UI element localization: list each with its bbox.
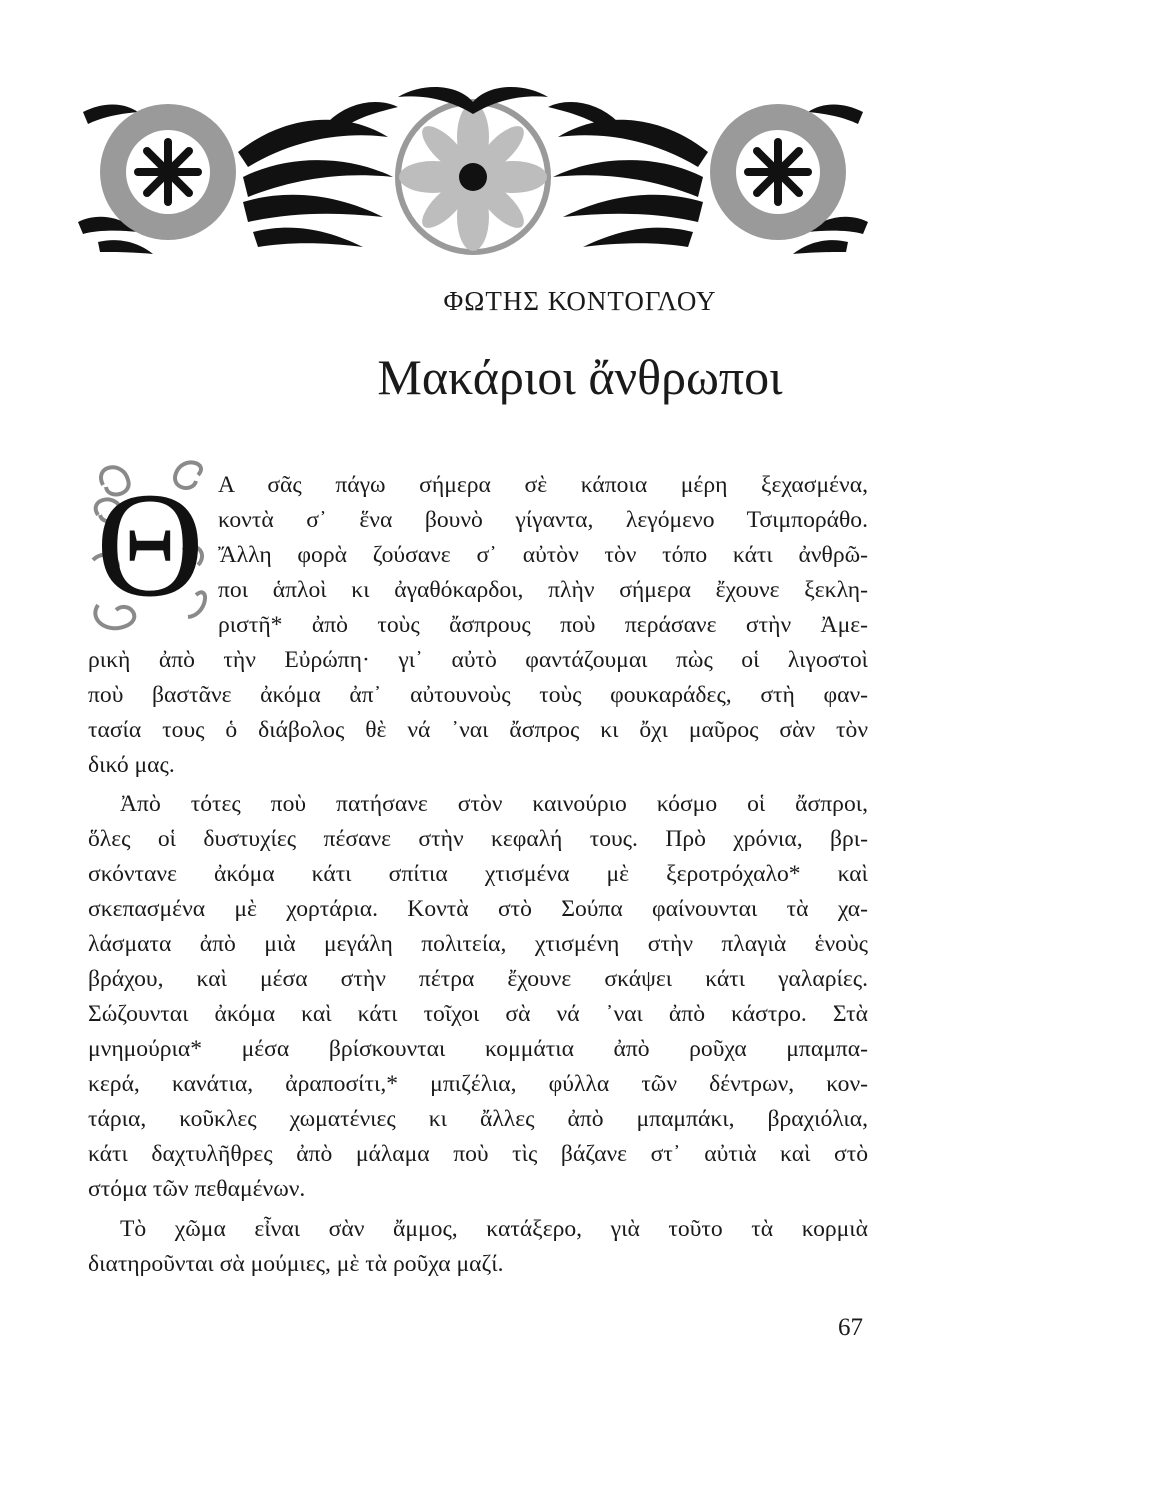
- text-line: δικό μας.: [88, 752, 175, 778]
- text-line: τάρια, κοῦκλες χωματένιες κι ἄλλες ἀπὸ μπαμπάκι, βραχιόλια,: [88, 1106, 868, 1132]
- text-line: Ἀπὸ τότες ποὺ πατήσανε στὸν καινούριο κόσμο οἱ ἄσπροι,: [120, 791, 868, 817]
- text-line: Τὸ χῶμα εἶναι σὰν ἄμμος, κατάξερο, γιὰ τοῦτο τὰ κορμιὰ: [120, 1216, 868, 1242]
- text-line: κάτι δαχτυλῆθρες ἀπὸ μάλαμα ποὺ τὶς βάζανε στ᾽ αὐτιὰ καὶ στὸ: [88, 1141, 868, 1167]
- text-line: διατηροῦνται σὰ μούμιες, μὲ τὰ ροῦχα μαζί.: [88, 1251, 504, 1277]
- text-line: Ἄλλη φορὰ ζούσανε σ᾽ αὐτὸν τὸν τόπο κάτι ἀνθρῶ-: [218, 542, 868, 568]
- text-line: κοντὰ σ᾽ ἕνα βουνὸ γίγαντα, λεγόμενο Τσιμποράθο.: [218, 507, 868, 533]
- decorated-drop-cap: [88, 455, 213, 640]
- text-line: Α σᾶς πάγω σήμερα σὲ κάποια μέρη ξεχασμένα,: [218, 472, 868, 498]
- text-line: σκεπασμένα μὲ χορτάρια. Κοντὰ στὸ Σούπα φαίνουνται τὰ χα-: [88, 896, 868, 922]
- text-line: τασία τους ὁ διάβολος θὲ νά ᾽ναι ἄσπρος κι ὄχι μαῦρος σὰν τὸν: [88, 717, 868, 743]
- floral-headpiece-ornament: [78, 82, 868, 257]
- text-line: λάσματα ἀπὸ μιὰ μεγάλη πολιτεία, χτισμένη στὴν πλαγιὰ ἑνοὺς: [88, 931, 868, 957]
- page-number: 67: [838, 1314, 863, 1341]
- text-line: μνημούρια* μέσα βρίσκουνται κομμάτια ἀπὸ ροῦχα μπαμπα-: [88, 1036, 868, 1062]
- text-line: σκόντανε ἀκόμα κάτι σπίτια χτισμένα μὲ ξεροτρόχαλο* καὶ: [88, 861, 868, 887]
- text-line: στόμα τῶν πεθαμένων.: [88, 1176, 306, 1202]
- drop-cap-letter: Θ: [95, 462, 205, 628]
- text-line: ποι ἁπλοὶ κι ἀγαθόκαρδοι, πλὴν σήμερα ἔχουνε ξεκλη-: [218, 577, 868, 603]
- text-line: βράχου, καὶ μέσα στὴν πέτρα ἔχουνε σκάψει κάτι γαλαρίες.: [88, 966, 868, 992]
- text-line: ρικὴ ἀπὸ τὴν Εὐρώπη· γι᾽ αὐτὸ φαντάζουμαι πὼς οἱ λιγοστοὶ: [88, 647, 868, 673]
- text-line: ριστῆ* ἀπὸ τοὺς ἄσπρους ποὺ περάσανε στὴν Ἀμε-: [218, 612, 868, 638]
- text-line: ποὺ βαστᾶνε ἀκόμα ἀπ᾽ αὐτουνοὺς τοὺς φουκαράδες, στὴ φαν-: [88, 682, 868, 708]
- story-title: Μακάριοι ἄνθρωποι: [377, 349, 783, 405]
- text-line: Σώζουνται ἀκόμα καὶ κάτι τοῖχοι σὰ νά ᾽ναι ἀπὸ κάστρο. Στὰ: [88, 1001, 868, 1027]
- text-line: ὅλες οἱ δυστυχίες πέσανε στὴν κεφαλή τους. Πρὸ χρόνια, βρι-: [88, 826, 868, 852]
- author-name: ΦΩΤΗΣ ΚΟΝΤΟΓΛΟΥ: [443, 286, 717, 316]
- text-line: κερά, κανάτια, ἀραποσίτι,* μπιζέλια, φύλλα τῶν δέντρων, κον-: [88, 1071, 868, 1097]
